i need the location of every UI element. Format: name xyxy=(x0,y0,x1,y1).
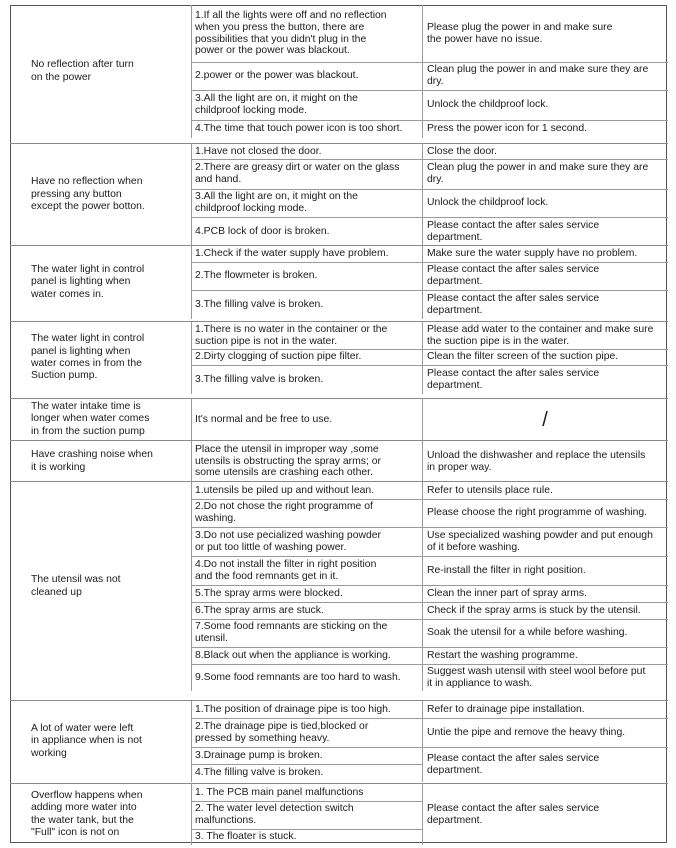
solution-cell: Clean the filter screen of the suction pipe. xyxy=(427,351,619,363)
cause-cell: 5.The spray arms were blocked. xyxy=(195,587,343,599)
solution-cell: / xyxy=(542,408,548,431)
cause-cell: 3. The floater is stuck. xyxy=(195,831,297,843)
cause-cell: 2.The drainage pipe is tied,blocked or pressed by something heavy. xyxy=(195,720,369,744)
cause-cell: 1.utensils be piled up and without lean. xyxy=(195,484,375,496)
problem-text: The water intake time is longer when water comes in from the suction pump xyxy=(31,400,150,437)
solution-cell: Please choose the right programme of washing. xyxy=(427,507,648,519)
solution-cell: Please contact the after sales service department. xyxy=(427,264,600,287)
problem-text: Have crashing noise when it is working xyxy=(31,449,153,473)
problem-cell xyxy=(10,144,185,246)
cause-cell: 1.There is no water in the container or the suction pipe is not in the water. xyxy=(195,323,388,347)
solution-cell: Unlock the childproof lock. xyxy=(427,197,549,209)
solution-cell: Please plug the power in and make sure the power have no issue. xyxy=(427,21,613,45)
solution-cell: Clean plug the power in and make sure they are dry. xyxy=(427,162,649,185)
solution-cell: Restart the washing programme. xyxy=(427,649,578,661)
cause-cell: 3.Do not use pecialized washing powder or put too little of washing power. xyxy=(195,529,381,553)
solution-cell: Unload the dishwasher and replace the utensils in proper way. xyxy=(427,449,646,473)
solution-cell: Please contact the after sales service department. xyxy=(427,292,600,316)
problem-text: The utensil was not cleaned up xyxy=(31,574,121,598)
problem-cell xyxy=(10,784,185,845)
cause-cell: 1.The position of drainage pipe is too high. xyxy=(195,703,391,715)
cause-cell: 1. The PCB main panel malfunctions xyxy=(195,786,364,798)
problem-section xyxy=(10,700,668,782)
problem-cell xyxy=(10,441,185,482)
cause-cell: 1.Check if the water supply have problem. xyxy=(195,248,389,260)
cause-cell: 4.Do not install the filter in right position and the food remnants get in it. xyxy=(195,558,377,582)
problem-cell xyxy=(10,246,185,319)
cause-cell: It's normal and be free to use. xyxy=(195,413,333,425)
cause-cell: 3.All the light are on, it might on the childproof locking mode. xyxy=(195,191,358,214)
cause-cell: 3.All the light are on, it might on the childproof locking mode. xyxy=(195,93,358,116)
problem-section xyxy=(10,398,668,440)
solution-cell: Suggest wash utensil with steel wool before put it in appliance to wash. xyxy=(427,665,646,689)
solution-cell: Please contact the after sales service department. xyxy=(427,802,600,826)
cause-cell: 1.Have not closed the door. xyxy=(195,145,322,157)
solution-cell: Clean plug the power in and make sure they are dry. xyxy=(427,64,649,87)
solution-cell: Untie the pipe and remove the heavy thing. xyxy=(427,726,626,738)
problem-text: Have no reflection when pressing any button except the power botton. xyxy=(31,176,145,213)
problem-cell xyxy=(10,322,185,394)
problem-text: The water light in control panel is lighting when water comes in. xyxy=(31,263,145,300)
cause-cell: 2.Do not chose the right programme of washing. xyxy=(195,501,373,524)
problem-section xyxy=(10,245,668,319)
cause-cell: 4.The time that touch power icon is too short. xyxy=(195,123,403,135)
solution-cell: Refer to drainage pipe installation. xyxy=(427,703,585,715)
solution-cell: Please contact the after sales service department. xyxy=(427,367,600,391)
problem-text: Overflow happens when adding more water into the water tank, but the "Full" icon is not on xyxy=(31,789,143,838)
problem-text: No reflection after turn on the power xyxy=(31,59,134,83)
problem-cell xyxy=(10,701,185,782)
solution-cell: Unlock the childproof lock. xyxy=(427,99,549,111)
problem-text: The water light in control panel is lighting when water comes in from the Suction pump. xyxy=(31,333,145,382)
cause-cell: 4.PCB lock of door is broken. xyxy=(195,225,330,237)
cause-cell: 2.Dirty clogging of suction pipe filter. xyxy=(195,351,362,363)
solution-cell: Refer to utensils place rule. xyxy=(427,484,553,496)
cause-cell: 2.The flowmeter is broken. xyxy=(195,270,318,282)
problem-section xyxy=(10,5,668,138)
problem-section xyxy=(10,783,668,845)
solution-cell: Use specialized washing powder and put enough of it before washing. xyxy=(427,529,653,553)
cause-cell: Place the utensil in improper way ,some utensils is obstructing the spray arms; or some utensils are crashing each other. xyxy=(195,443,381,479)
problem-text: A lot of water were left in appliance when is not working xyxy=(31,722,142,759)
cause-cell: 8.Black out when the appliance is working. xyxy=(195,649,391,661)
solution-cell: Clean the inner part of spray arms. xyxy=(427,587,587,599)
cause-cell: 1.If all the lights were off and no reflection when you press the button, there are possibilities that you didn't plug in the power or the power was blackout. xyxy=(195,9,387,57)
solution-cell: Close the door. xyxy=(427,145,497,157)
solution-cell: Please contact the after sales service department. xyxy=(427,752,600,776)
cause-cell: 3.The filling valve is broken. xyxy=(195,298,324,310)
problem-cell xyxy=(10,399,185,440)
cause-cell: 2. The water level detection switch malfunctions. xyxy=(195,803,354,826)
problem-section xyxy=(10,321,668,394)
cause-cell: 9.Some food remnants are too hard to wash. xyxy=(195,671,401,683)
cause-cell: 7.Some food remnants are sticking on the utensil. xyxy=(195,621,388,644)
cause-cell: 2.power or the power was blackout. xyxy=(195,70,359,82)
problem-section xyxy=(10,143,668,246)
solution-cell: Please contact the after sales service department. xyxy=(427,219,600,243)
problem-cell xyxy=(10,5,185,138)
cause-cell: 6.The spray arms are stuck. xyxy=(195,604,324,616)
solution-cell: Soak the utensil for a while before washing. xyxy=(427,627,628,639)
cause-cell: 2.There are greasy dirt or water on the glass and hand. xyxy=(195,162,400,185)
cause-cell: 3.The filling valve is broken. xyxy=(195,373,324,385)
cause-cell: 4.The filling valve is broken. xyxy=(195,767,324,779)
cause-cell: 3.Drainage pump is broken. xyxy=(195,749,323,761)
solution-cell: Press the power icon for 1 second. xyxy=(427,123,587,135)
solution-cell: Please add water to the container and make sure the suction pipe is in the water. xyxy=(427,323,654,347)
solution-cell: Re-install the filter in right position. xyxy=(427,564,586,576)
problem-section xyxy=(10,440,668,482)
solution-cell: Make sure the water supply have no problem. xyxy=(427,248,638,260)
solution-cell: Check if the spray arms is stuck by the utensil. xyxy=(427,604,641,616)
problem-section xyxy=(10,481,668,691)
problem-cell xyxy=(10,482,185,691)
